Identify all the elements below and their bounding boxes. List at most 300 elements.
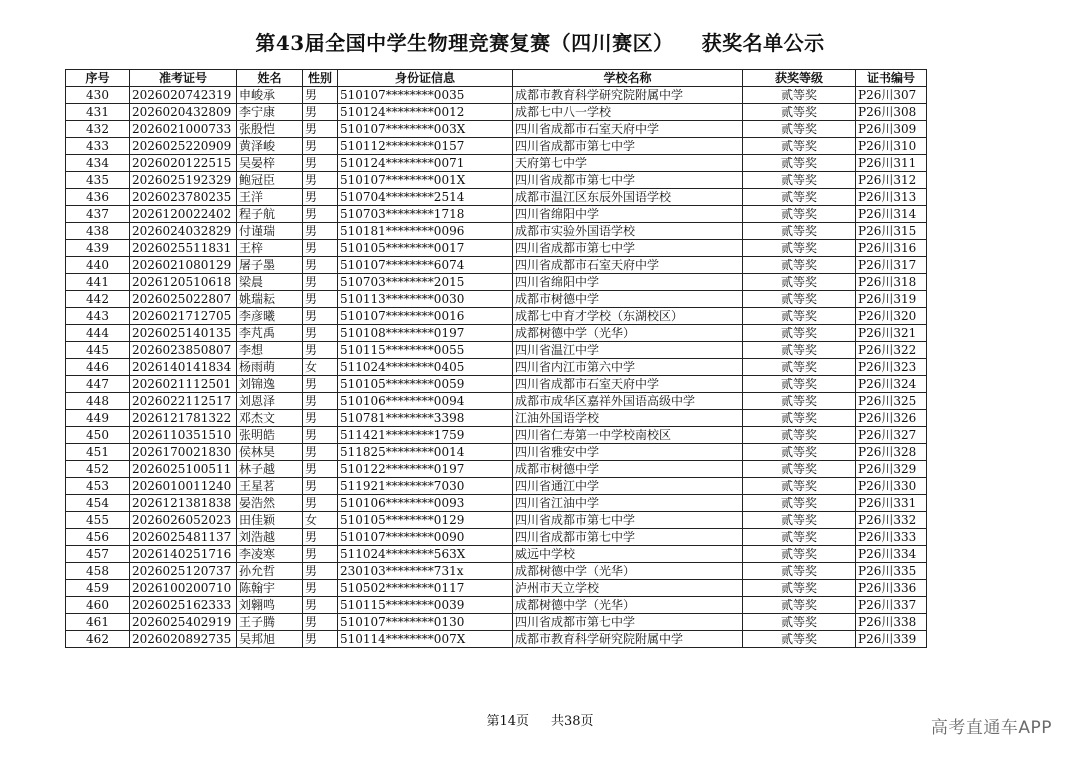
cell-school: 成都七中八一学校 xyxy=(513,104,743,121)
cell-exam-id: 2026170021830 xyxy=(130,444,237,461)
cell-school: 四川省成都市第七中学 xyxy=(513,529,743,546)
cell-school: 四川省通江中学 xyxy=(513,478,743,495)
cell-certificate-no: P26川327 xyxy=(856,427,927,444)
cell-exam-id: 2026021000733 xyxy=(130,121,237,138)
cell-certificate-no: P26川323 xyxy=(856,359,927,376)
table-row xyxy=(66,257,927,274)
cell-name: 付谨瑞 xyxy=(237,223,303,240)
cell-exam-id: 2026021080129 xyxy=(130,257,237,274)
cell-id-number: 510107********001X xyxy=(338,172,513,189)
cell-award-level: 贰等奖 xyxy=(743,393,856,410)
cell-index: 454 xyxy=(66,495,130,512)
table-row xyxy=(66,563,927,580)
cell-gender: 男 xyxy=(303,563,338,580)
cell-gender: 男 xyxy=(303,393,338,410)
cell-school: 成都树德中学（光华） xyxy=(513,597,743,614)
cell-school: 泸州市天立学校 xyxy=(513,580,743,597)
table-row xyxy=(66,325,927,342)
cell-exam-id: 2026010011240 xyxy=(130,478,237,495)
cell-exam-id: 2026120022402 xyxy=(130,206,237,223)
cell-gender: 男 xyxy=(303,121,338,138)
table-row xyxy=(66,172,927,189)
cell-exam-id: 2026020122515 xyxy=(130,155,237,172)
cell-index: 441 xyxy=(66,274,130,291)
table-row xyxy=(66,631,927,648)
cell-gender: 男 xyxy=(303,580,338,597)
cell-school: 四川省成都市第七中学 xyxy=(513,240,743,257)
cell-id-number: 510502********0117 xyxy=(338,580,513,597)
cell-award-level: 贰等奖 xyxy=(743,206,856,223)
cell-gender: 男 xyxy=(303,189,338,206)
cell-id-number: 510115********0039 xyxy=(338,597,513,614)
cell-gender: 男 xyxy=(303,631,338,648)
cell-certificate-no: P26川307 xyxy=(856,87,927,104)
cell-school: 四川省仁寿第一中学校南校区 xyxy=(513,427,743,444)
cell-name: 李宁康 xyxy=(237,104,303,121)
cell-gender: 男 xyxy=(303,614,338,631)
cell-index: 450 xyxy=(66,427,130,444)
cell-name: 屠子墨 xyxy=(237,257,303,274)
cell-school: 成都市实验外国语学校 xyxy=(513,223,743,240)
cell-name: 李芃禹 xyxy=(237,325,303,342)
cell-award-level: 贰等奖 xyxy=(743,87,856,104)
cell-name: 田佳颖 xyxy=(237,512,303,529)
cell-name: 张明皓 xyxy=(237,427,303,444)
cell-index: 437 xyxy=(66,206,130,223)
table-row xyxy=(66,138,927,155)
cell-exam-id: 2026140251716 xyxy=(130,546,237,563)
table-row xyxy=(66,206,927,223)
cell-index: 446 xyxy=(66,359,130,376)
cell-gender: 男 xyxy=(303,478,338,495)
cell-id-number: 510181********0096 xyxy=(338,223,513,240)
cell-gender: 男 xyxy=(303,325,338,342)
table-row xyxy=(66,597,927,614)
cell-id-number: 510124********0012 xyxy=(338,104,513,121)
cell-award-level: 贰等奖 xyxy=(743,138,856,155)
table-row xyxy=(66,223,927,240)
cell-name: 王洋 xyxy=(237,189,303,206)
cell-award-level: 贰等奖 xyxy=(743,495,856,512)
cell-name: 孙允哲 xyxy=(237,563,303,580)
cell-award-level: 贰等奖 xyxy=(743,410,856,427)
cell-gender: 男 xyxy=(303,342,338,359)
cell-gender: 男 xyxy=(303,138,338,155)
cell-id-number: 510113********0030 xyxy=(338,291,513,308)
cell-award-level: 贰等奖 xyxy=(743,563,856,580)
cell-gender: 男 xyxy=(303,206,338,223)
cell-school: 成都市成华区嘉祥外国语高级中学 xyxy=(513,393,743,410)
cell-school: 成都树德中学（光华） xyxy=(513,563,743,580)
cell-exam-id: 2026025022807 xyxy=(130,291,237,308)
cell-school: 四川省成都市石室天府中学 xyxy=(513,121,743,138)
cell-certificate-no: P26川331 xyxy=(856,495,927,512)
cell-index: 440 xyxy=(66,257,130,274)
cell-name: 鲍冠臣 xyxy=(237,172,303,189)
cell-school: 四川省江油中学 xyxy=(513,495,743,512)
table-row xyxy=(66,291,927,308)
table-row xyxy=(66,87,927,104)
column-header: 姓名 xyxy=(237,70,303,87)
cell-exam-id: 2026025220909 xyxy=(130,138,237,155)
cell-certificate-no: P26川309 xyxy=(856,121,927,138)
cell-id-number: 511024********0405 xyxy=(338,359,513,376)
cell-certificate-no: P26川326 xyxy=(856,410,927,427)
table-row xyxy=(66,104,927,121)
cell-certificate-no: P26川333 xyxy=(856,529,927,546)
cell-index: 433 xyxy=(66,138,130,155)
cell-school: 成都市树德中学 xyxy=(513,461,743,478)
cell-exam-id: 2026025100511 xyxy=(130,461,237,478)
cell-id-number: 510107********003X xyxy=(338,121,513,138)
cell-certificate-no: P26川319 xyxy=(856,291,927,308)
cell-name: 陈翰宇 xyxy=(237,580,303,597)
cell-school: 四川省绵阳中学 xyxy=(513,274,743,291)
table-row xyxy=(66,376,927,393)
cell-award-level: 贰等奖 xyxy=(743,223,856,240)
cell-certificate-no: P26川335 xyxy=(856,563,927,580)
cell-exam-id: 2026021712705 xyxy=(130,308,237,325)
cell-school: 四川省成都市第七中学 xyxy=(513,614,743,631)
cell-name: 李彦曦 xyxy=(237,308,303,325)
cell-exam-id: 2026100200710 xyxy=(130,580,237,597)
cell-exam-id: 2026020892735 xyxy=(130,631,237,648)
cell-id-number: 510107********0016 xyxy=(338,308,513,325)
column-header: 证书编号 xyxy=(856,70,927,87)
cell-gender: 女 xyxy=(303,359,338,376)
cell-name: 刘恩泽 xyxy=(237,393,303,410)
column-header: 学校名称 xyxy=(513,70,743,87)
cell-id-number: 510112********0157 xyxy=(338,138,513,155)
cell-name: 刘翱鸣 xyxy=(237,597,303,614)
table-row xyxy=(66,359,927,376)
cell-certificate-no: P26川328 xyxy=(856,444,927,461)
cell-index: 460 xyxy=(66,597,130,614)
cell-gender: 男 xyxy=(303,172,338,189)
cell-certificate-no: P26川329 xyxy=(856,461,927,478)
table-row xyxy=(66,155,927,172)
cell-award-level: 贰等奖 xyxy=(743,257,856,274)
cell-award-level: 贰等奖 xyxy=(743,274,856,291)
cell-exam-id: 2026025192329 xyxy=(130,172,237,189)
cell-gender: 男 xyxy=(303,291,338,308)
cell-award-level: 贰等奖 xyxy=(743,614,856,631)
cell-gender: 男 xyxy=(303,155,338,172)
cell-award-level: 贰等奖 xyxy=(743,359,856,376)
cell-gender: 男 xyxy=(303,529,338,546)
cell-id-number: 511921********7030 xyxy=(338,478,513,495)
cell-exam-id: 2026023850807 xyxy=(130,342,237,359)
cell-award-level: 贰等奖 xyxy=(743,546,856,563)
cell-index: 443 xyxy=(66,308,130,325)
cell-award-level: 贰等奖 xyxy=(743,580,856,597)
table-row xyxy=(66,189,927,206)
cell-gender: 男 xyxy=(303,597,338,614)
cell-id-number: 510107********0090 xyxy=(338,529,513,546)
cell-name: 程子航 xyxy=(237,206,303,223)
column-header: 准考证号 xyxy=(130,70,237,87)
cell-gender: 男 xyxy=(303,274,338,291)
cell-gender: 男 xyxy=(303,240,338,257)
cell-school: 四川省成都市石室天府中学 xyxy=(513,257,743,274)
cell-school: 江油外国语学校 xyxy=(513,410,743,427)
cell-school: 四川省内江市第六中学 xyxy=(513,359,743,376)
cell-school: 成都市教育科学研究院附属中学 xyxy=(513,87,743,104)
table-row xyxy=(66,444,927,461)
cell-gender: 男 xyxy=(303,546,338,563)
cell-certificate-no: P26川308 xyxy=(856,104,927,121)
cell-name: 申峻承 xyxy=(237,87,303,104)
cell-index: 434 xyxy=(66,155,130,172)
cell-certificate-no: P26川330 xyxy=(856,478,927,495)
cell-certificate-no: P26川332 xyxy=(856,512,927,529)
table-row xyxy=(66,427,927,444)
cell-index: 452 xyxy=(66,461,130,478)
cell-certificate-no: P26川315 xyxy=(856,223,927,240)
cell-award-level: 贰等奖 xyxy=(743,121,856,138)
table-row xyxy=(66,274,927,291)
cell-exam-id: 2026110351510 xyxy=(130,427,237,444)
cell-gender: 男 xyxy=(303,223,338,240)
table-row xyxy=(66,546,927,563)
cell-award-level: 贰等奖 xyxy=(743,529,856,546)
column-header: 获奖等级 xyxy=(743,70,856,87)
cell-exam-id: 2026024032829 xyxy=(130,223,237,240)
cell-award-level: 贰等奖 xyxy=(743,444,856,461)
cell-exam-id: 2026025511831 xyxy=(130,240,237,257)
cell-gender: 男 xyxy=(303,410,338,427)
cell-exam-id: 2026023780235 xyxy=(130,189,237,206)
cell-certificate-no: P26川324 xyxy=(856,376,927,393)
cell-certificate-no: P26川339 xyxy=(856,631,927,648)
cell-award-level: 贰等奖 xyxy=(743,308,856,325)
page-number: 第14页 xyxy=(486,714,529,729)
cell-certificate-no: P26川310 xyxy=(856,138,927,155)
cell-certificate-no: P26川336 xyxy=(856,580,927,597)
cell-name: 邓杰文 xyxy=(237,410,303,427)
cell-gender: 男 xyxy=(303,495,338,512)
document-title xyxy=(0,30,1080,56)
cell-certificate-no: P26川322 xyxy=(856,342,927,359)
page-footer xyxy=(0,713,1080,731)
cell-school: 成都市教育科学研究院附属中学 xyxy=(513,631,743,648)
cell-id-number: 511024********563X xyxy=(338,546,513,563)
cell-id-number: 510114********007X xyxy=(338,631,513,648)
table-row xyxy=(66,478,927,495)
cell-school: 四川省成都市石室天府中学 xyxy=(513,376,743,393)
cell-id-number: 510122********0197 xyxy=(338,461,513,478)
cell-name: 刘浩越 xyxy=(237,529,303,546)
cell-award-level: 贰等奖 xyxy=(743,478,856,495)
cell-name: 吴邦旭 xyxy=(237,631,303,648)
cell-exam-id: 2026025162333 xyxy=(130,597,237,614)
cell-gender: 男 xyxy=(303,257,338,274)
cell-exam-id: 2026020432809 xyxy=(130,104,237,121)
cell-exam-id: 2026025120737 xyxy=(130,563,237,580)
cell-id-number: 510105********0129 xyxy=(338,512,513,529)
table-row xyxy=(66,461,927,478)
cell-certificate-no: P26川312 xyxy=(856,172,927,189)
cell-exam-id: 2026026052023 xyxy=(130,512,237,529)
cell-gender: 女 xyxy=(303,512,338,529)
cell-gender: 男 xyxy=(303,104,338,121)
table-row xyxy=(66,512,927,529)
cell-id-number: 511825********0014 xyxy=(338,444,513,461)
cell-award-level: 贰等奖 xyxy=(743,461,856,478)
cell-award-level: 贰等奖 xyxy=(743,427,856,444)
cell-name: 林子越 xyxy=(237,461,303,478)
cell-index: 436 xyxy=(66,189,130,206)
cell-id-number: 510106********0094 xyxy=(338,393,513,410)
cell-index: 458 xyxy=(66,563,130,580)
cell-name: 杨雨萌 xyxy=(237,359,303,376)
cell-name: 王梓 xyxy=(237,240,303,257)
cell-exam-id: 2026021112501 xyxy=(130,376,237,393)
table-row xyxy=(66,614,927,631)
cell-id-number: 510124********0071 xyxy=(338,155,513,172)
cell-school: 威远中学校 xyxy=(513,546,743,563)
cell-gender: 男 xyxy=(303,308,338,325)
cell-exam-id: 2026020742319 xyxy=(130,87,237,104)
cell-id-number: 510781********3398 xyxy=(338,410,513,427)
cell-school: 四川省成都市第七中学 xyxy=(513,512,743,529)
cell-exam-id: 2026140141834 xyxy=(130,359,237,376)
cell-gender: 男 xyxy=(303,87,338,104)
cell-index: 432 xyxy=(66,121,130,138)
cell-index: 455 xyxy=(66,512,130,529)
cell-name: 吴晏梓 xyxy=(237,155,303,172)
cell-award-level: 贰等奖 xyxy=(743,104,856,121)
cell-certificate-no: P26川313 xyxy=(856,189,927,206)
cell-index: 439 xyxy=(66,240,130,257)
cell-school: 四川省绵阳中学 xyxy=(513,206,743,223)
table-row xyxy=(66,240,927,257)
cell-school: 成都树德中学（光华） xyxy=(513,325,743,342)
cell-name: 黄泽峻 xyxy=(237,138,303,155)
cell-exam-id: 2026025140135 xyxy=(130,325,237,342)
cell-name: 李凌寒 xyxy=(237,546,303,563)
cell-index: 459 xyxy=(66,580,130,597)
cell-award-level: 贰等奖 xyxy=(743,631,856,648)
cell-exam-id: 2026025402919 xyxy=(130,614,237,631)
cell-exam-id: 2026121781322 xyxy=(130,410,237,427)
cell-name: 王星茗 xyxy=(237,478,303,495)
cell-index: 438 xyxy=(66,223,130,240)
cell-exam-id: 2026120510618 xyxy=(130,274,237,291)
cell-name: 侯林昊 xyxy=(237,444,303,461)
cell-index: 442 xyxy=(66,291,130,308)
table-row xyxy=(66,342,927,359)
cell-index: 449 xyxy=(66,410,130,427)
cell-id-number: 510703********2015 xyxy=(338,274,513,291)
cell-certificate-no: P26川314 xyxy=(856,206,927,223)
cell-award-level: 贰等奖 xyxy=(743,325,856,342)
cell-exam-id: 2026022112517 xyxy=(130,393,237,410)
table-body xyxy=(66,87,927,648)
cell-school: 天府第七中学 xyxy=(513,155,743,172)
cell-school: 四川省温江中学 xyxy=(513,342,743,359)
table-row xyxy=(66,121,927,138)
cell-id-number: 510105********0059 xyxy=(338,376,513,393)
cell-index: 456 xyxy=(66,529,130,546)
table-row xyxy=(66,393,927,410)
cell-school: 四川省成都市第七中学 xyxy=(513,172,743,189)
cell-index: 445 xyxy=(66,342,130,359)
table-row xyxy=(66,529,927,546)
cell-certificate-no: P26川320 xyxy=(856,308,927,325)
cell-gender: 男 xyxy=(303,461,338,478)
cell-id-number: 230103********731x xyxy=(338,563,513,580)
cell-name: 姚瑞耘 xyxy=(237,291,303,308)
cell-certificate-no: P26川338 xyxy=(856,614,927,631)
cell-exam-id: 2026121381838 xyxy=(130,495,237,512)
cell-certificate-no: P26川317 xyxy=(856,257,927,274)
cell-index: 447 xyxy=(66,376,130,393)
cell-gender: 男 xyxy=(303,427,338,444)
cell-school: 四川省成都市第七中学 xyxy=(513,138,743,155)
page-total: 共38页 xyxy=(551,714,594,729)
cell-certificate-no: P26川325 xyxy=(856,393,927,410)
cell-index: 430 xyxy=(66,87,130,104)
cell-award-level: 贰等奖 xyxy=(743,512,856,529)
watermark: 高考直通车APP xyxy=(930,718,1052,738)
cell-index: 462 xyxy=(66,631,130,648)
cell-gender: 男 xyxy=(303,376,338,393)
cell-name: 李想 xyxy=(237,342,303,359)
cell-school: 四川省雅安中学 xyxy=(513,444,743,461)
table-row xyxy=(66,308,927,325)
cell-school: 成都七中育才学校（东湖校区） xyxy=(513,308,743,325)
cell-award-level: 贰等奖 xyxy=(743,342,856,359)
cell-award-level: 贰等奖 xyxy=(743,189,856,206)
cell-certificate-no: P26川337 xyxy=(856,597,927,614)
cell-index: 431 xyxy=(66,104,130,121)
cell-gender: 男 xyxy=(303,444,338,461)
cell-certificate-no: P26川334 xyxy=(856,546,927,563)
cell-index: 451 xyxy=(66,444,130,461)
cell-id-number: 510107********6074 xyxy=(338,257,513,274)
cell-id-number: 510115********0055 xyxy=(338,342,513,359)
cell-exam-id: 2026025481137 xyxy=(130,529,237,546)
cell-id-number: 510703********1718 xyxy=(338,206,513,223)
cell-id-number: 510107********0130 xyxy=(338,614,513,631)
cell-certificate-no: P26川316 xyxy=(856,240,927,257)
table-row xyxy=(66,495,927,512)
column-header: 身份证信息 xyxy=(338,70,513,87)
column-header: 性别 xyxy=(303,70,338,87)
award-list-table xyxy=(65,69,927,648)
title-sub: 获奖名单公示 xyxy=(701,31,825,55)
cell-award-level: 贰等奖 xyxy=(743,597,856,614)
cell-index: 461 xyxy=(66,614,130,631)
cell-id-number: 510106********0093 xyxy=(338,495,513,512)
cell-award-level: 贰等奖 xyxy=(743,155,856,172)
cell-certificate-no: P26川318 xyxy=(856,274,927,291)
cell-certificate-no: P26川321 xyxy=(856,325,927,342)
cell-name: 梁晨 xyxy=(237,274,303,291)
cell-id-number: 510108********0197 xyxy=(338,325,513,342)
cell-name: 晏浩然 xyxy=(237,495,303,512)
cell-school: 成都市树德中学 xyxy=(513,291,743,308)
cell-award-level: 贰等奖 xyxy=(743,172,856,189)
cell-index: 435 xyxy=(66,172,130,189)
cell-index: 457 xyxy=(66,546,130,563)
cell-index: 444 xyxy=(66,325,130,342)
cell-award-level: 贰等奖 xyxy=(743,291,856,308)
cell-index: 448 xyxy=(66,393,130,410)
cell-award-level: 贰等奖 xyxy=(743,376,856,393)
cell-name: 刘锦逸 xyxy=(237,376,303,393)
